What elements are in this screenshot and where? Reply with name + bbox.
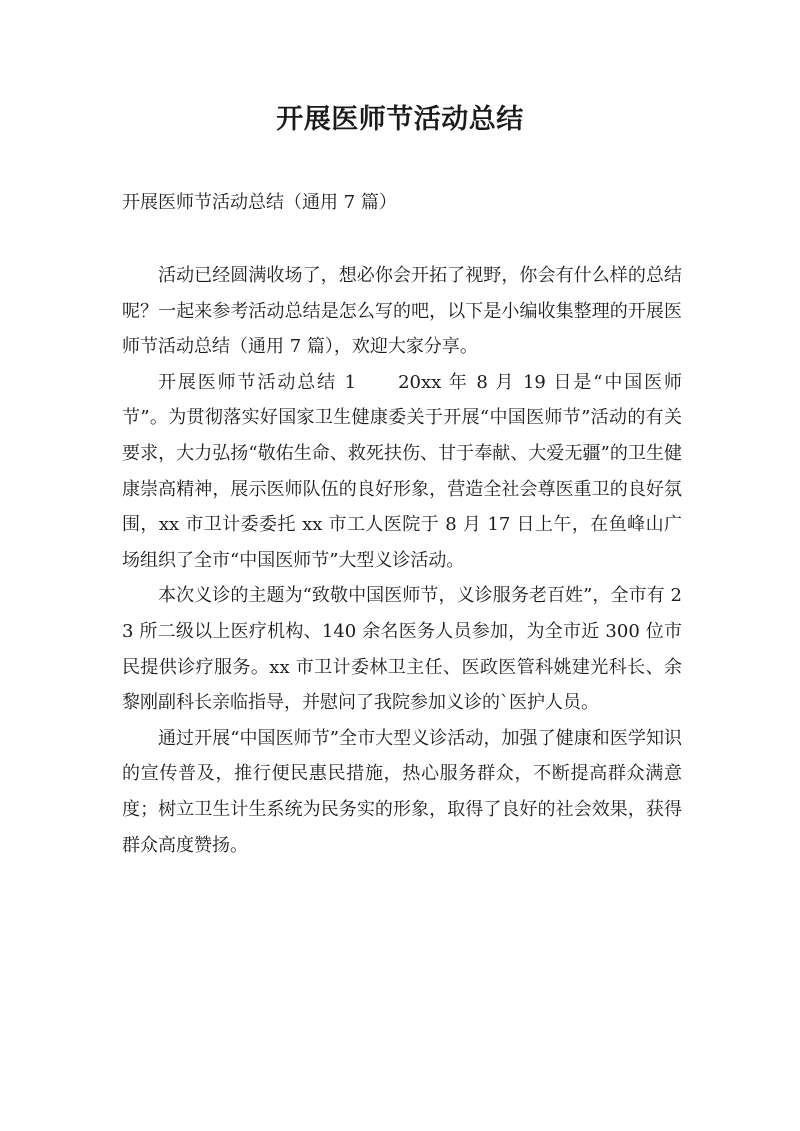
document-title: 开展医师节活动总结 (276, 104, 524, 135)
section-1-heading: 开展医师节活动总结 1 (158, 371, 357, 393)
section-1-paragraph (122, 365, 682, 579)
results-paragraph: 通过开展“中国医师节”全市大型义诊活动，加强了健康和医学知识的宣传普及，推行便民惠民措施，热心服务群众，不断提高群众满意度；树立卫生计生系统为民务实的形象，取得了良好的社会效果，获得群众高度赞扬。 (122, 727, 682, 856)
free-clinic-paragraph: 本次义诊的主题为“致敬中国医师节，义诊服务老百姓”，全市有 23 所二级以上医疗机构、140 余名医务人员参加，为全市近 300 位市民提供诊疗服务。xx 市卫计委林卫主任、医政医管科姚建光科长、余黎刚副科长亲临指导，并慰问了我院参加义诊的`医护人员。 (122, 585, 682, 714)
document-subtitle: 开展医师节活动总结（通用 7 篇） (122, 192, 397, 213)
document-body (122, 258, 682, 863)
intro-paragraph: 活动已经圆满收场了，想必你会开拓了视野，你会有什么样的总结呢？一起来参考活动总结是怎么写的吧，以下是小编收集整理的开展医师节活动总结（通用 7 篇），欢迎大家分享。 (122, 265, 682, 358)
section-1-text: 20xx 年 8 月 19 日是“中国医师节”。为贯彻落实好国家卫生健康委关于开展“中国医师节”活动的有关要求，大力弘扬“敬佑生命、救死扶伤、甘于奉献、大爱无疆”的卫生健康崇高精神，展示医师队伍的良好形象，营造全社会尊医重卫的良好氛围，xx 市卫计委委托 xx 市工人医院于 8 月 17 日上午，在鱼峰山广场组织了全市“中国医师节”大型义诊活动。 (122, 371, 682, 571)
